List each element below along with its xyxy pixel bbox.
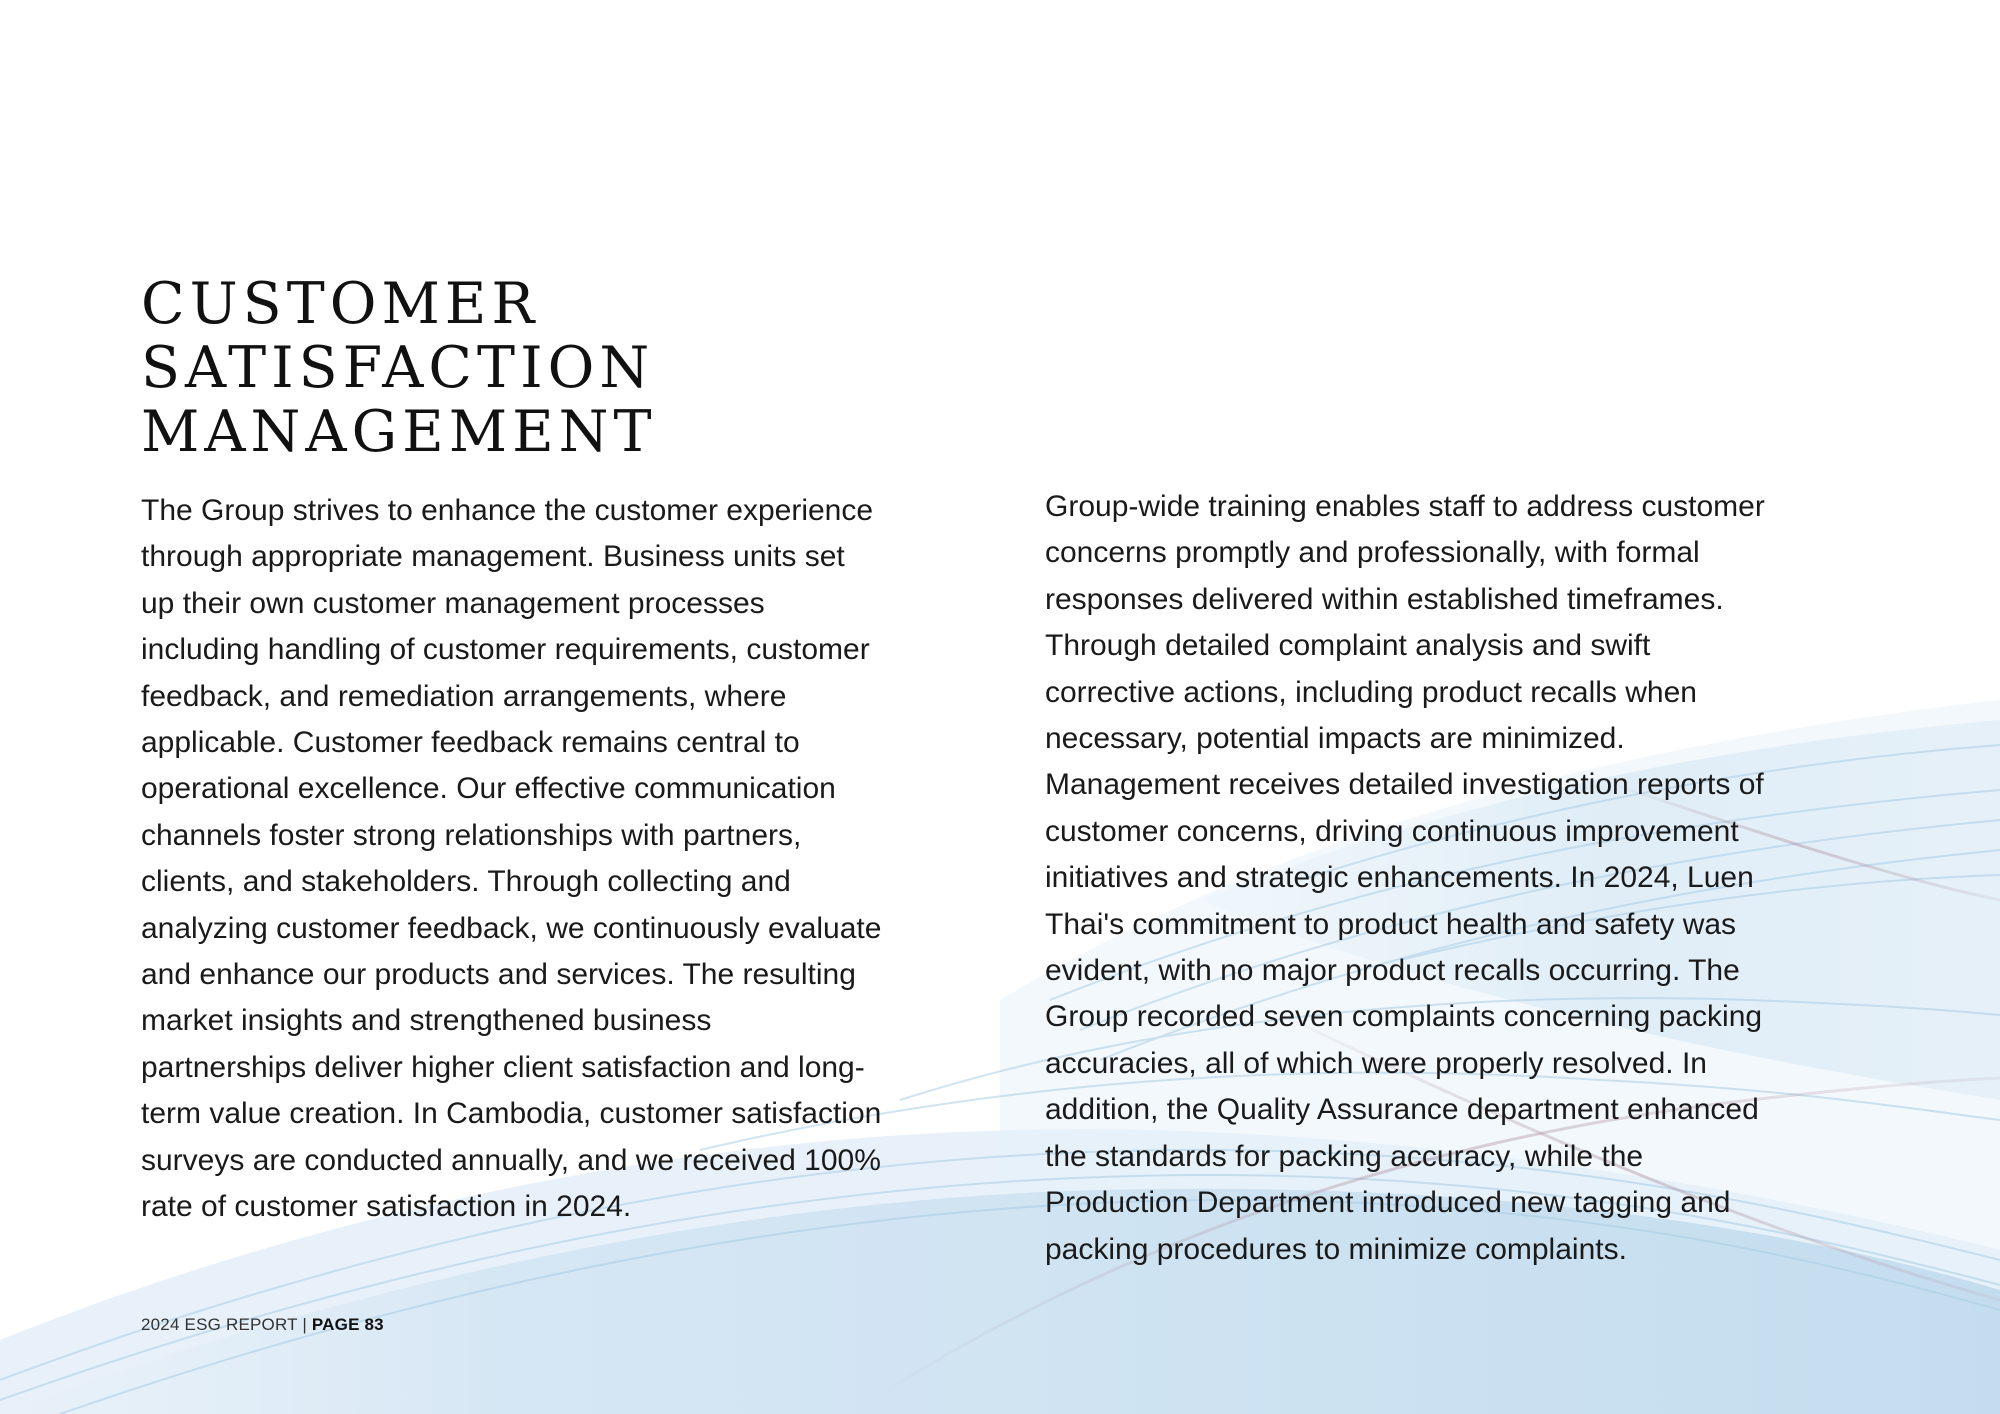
page-title-line-2: SATISFACTION [141,335,655,401]
text-line: analyzing customer feedback, we continuously evaluate [141,911,882,945]
text-line: evident, with no major product recalls occurring. The [1045,954,1740,988]
text-line: concerns promptly and professionally, with formal [1045,536,1700,570]
text-line: up their own customer management processes [141,586,765,620]
text-line: Thai's commitment to product health and safety was [1045,907,1737,941]
text-line: Group-wide training enables staff to address customer [1045,490,1765,523]
text-line: responses delivered within established timeframes. [1045,582,1724,616]
text-line: the standards for packing accuracy, while the [1045,1139,1644,1173]
footer-separator: | [302,1315,307,1334]
text-line: initiatives and strategic enhancements. In 2024, Luen [1045,861,1754,895]
text-line: clients, and stakeholders. Through collecting and [141,865,791,899]
text-line: corrective actions, including product recalls when [1045,675,1697,709]
text-line: through appropriate management. Business units set [141,540,845,574]
text-line: Group recorded seven complaints concerning packing [1045,1000,1763,1034]
text-line: The Group strives to enhance the customer experience [141,494,874,527]
text-line: including handling of customer requirements, customer [141,633,870,667]
text-line: packing procedures to minimize complaints. [1045,1232,1627,1266]
text-line: necessary, potential impacts are minimized. [1045,722,1625,756]
page-title-line-1: CUSTOMER [141,271,540,337]
text-line: Through detailed complaint analysis and swift [1045,629,1651,663]
text-line: operational excellence. Our effective communication [141,772,836,806]
page-footer [141,1315,384,1335]
text-line: term value creation. In Cambodia, customer satisfaction [141,1097,882,1131]
text-line: customer concerns, driving continuous improvement [1045,814,1739,848]
left-body-paragraph [141,488,971,1231]
text-line: addition, the Quality Assurance department enhanced [1045,1093,1759,1127]
text-line: Management receives detailed investigation reports of [1045,768,1764,802]
text-line: feedback, and remediation arrangements, where [141,679,787,713]
text-line: rate of customer satisfaction in 2024. [141,1190,632,1224]
page-number: PAGE 83 [311,1315,384,1334]
text-line: market insights and strengthened business [141,1004,712,1038]
right-body-paragraph [1045,484,1875,1273]
text-line: surveys are conducted annually, and we received 100% [141,1143,881,1177]
text-line: partnerships deliver higher client satisfaction and long- [141,1050,865,1084]
page-title [141,272,657,464]
report-label: 2024 ESG REPORT [141,1315,298,1334]
text-line: and enhance our products and services. The resulting [141,958,856,992]
text-line: applicable. Customer feedback remains central to [141,726,800,760]
page-title-line-3: MANAGEMENT [141,399,657,465]
text-line: channels foster strong relationships with partners, [141,818,802,852]
text-line: accuracies, all of which were properly resolved. In [1045,1046,1707,1080]
text-line: Production Department introduced new tagging and [1045,1186,1731,1220]
